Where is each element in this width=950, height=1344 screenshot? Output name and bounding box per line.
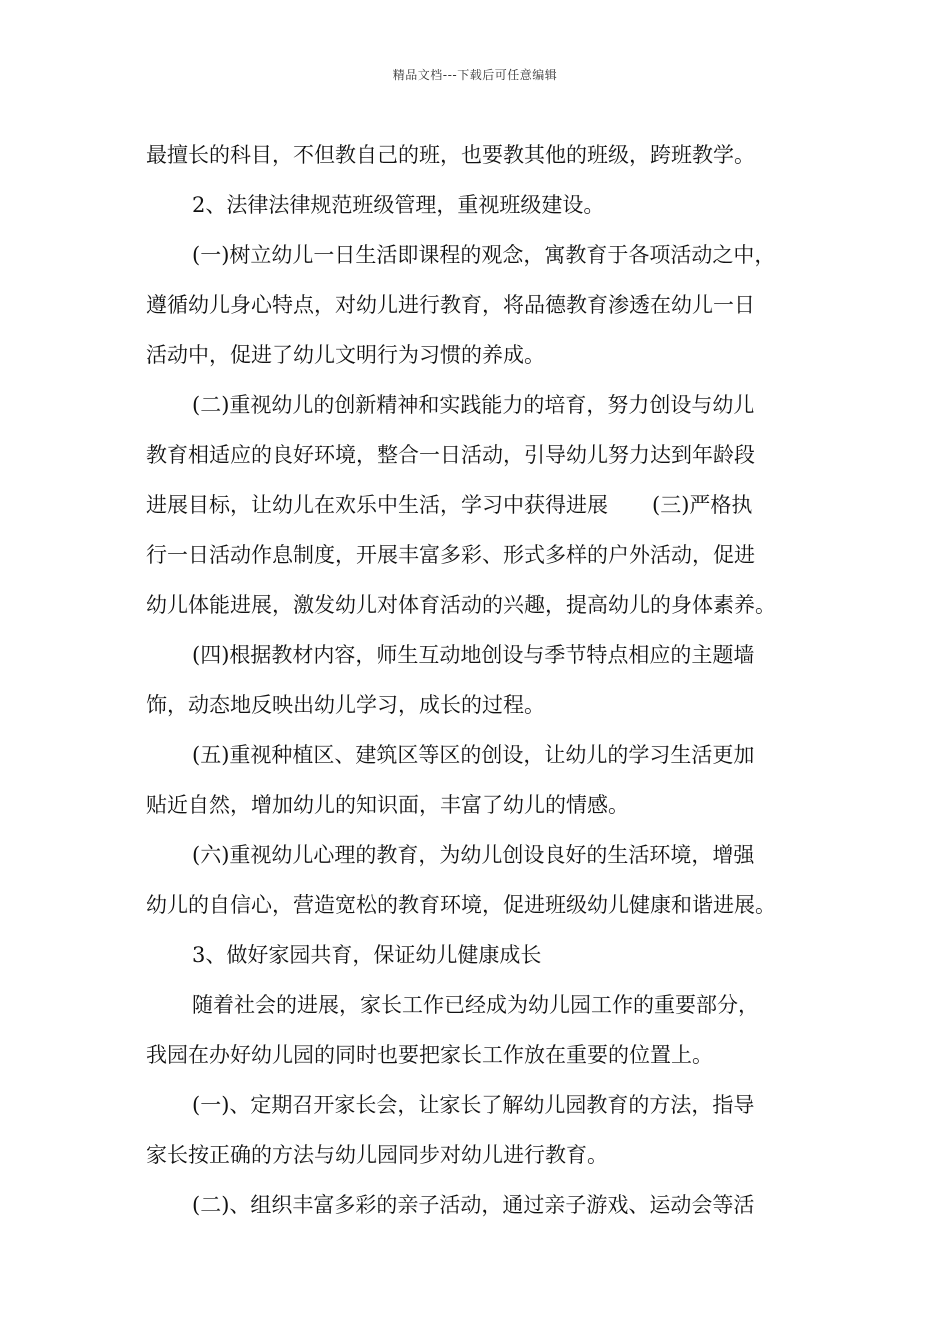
text-line: 家长按正确的方法与幼儿园同步对幼儿进行教育。 — [146, 1143, 608, 1167]
text-line: (二)、组织丰富多彩的亲子活动，通过亲子游戏、运动会等活 — [192, 1193, 755, 1217]
text-line: 贴近自然，增加幼儿的知识面，丰富了幼儿的情感。 — [146, 793, 629, 817]
text-line: 教育相适应的良好环境，整合一日活动，引导幼儿努力达到年龄段 — [146, 443, 755, 467]
text-line: 饰，动态地反映出幼儿学习，成长的过程。 — [146, 693, 545, 717]
text-line: 2、法律法律规范班级管理，重视班级建设。 — [192, 193, 605, 217]
body-text — [146, 130, 816, 1230]
text-line: 遵循幼儿身心特点，对幼儿进行教育，将品德教育渗透在幼儿一日 — [146, 293, 755, 317]
text-line: 活动中，促进了幼儿文明行为习惯的养成。 — [146, 343, 545, 367]
text-line: 随着社会的进展，家长工作已经成为幼儿园工作的重要部分， — [192, 993, 759, 1017]
text-line: (六)重视幼儿心理的教育，为幼儿创设良好的生活环境，增强 — [192, 843, 755, 867]
text-segment: 进展目标，让幼儿在欢乐中生活，学习中获得进展 — [146, 493, 608, 517]
text-line: (五)重视种植区、建筑区等区的创设，让幼儿的学习生活更加 — [192, 743, 755, 767]
text-line-split — [146, 480, 816, 530]
text-line: 幼儿体能进展，激发幼儿对体育活动的兴趣，提高幼儿的身体素养。 — [146, 593, 776, 617]
text-line: 3、做好家园共育，保证幼儿健康成长 — [192, 943, 542, 967]
text-line: 最擅长的科目，不但教自己的班，也要教其他的班级，跨班教学。 — [146, 143, 755, 167]
text-line: (四)根据教材内容，师生互动地创设与季节特点相应的主题墙 — [192, 643, 755, 667]
page-header: 精品文档---下载后可任意编辑 — [392, 68, 558, 82]
text-segment: (三)严格执 — [652, 493, 753, 517]
text-line: (一)树立幼儿一日生活即课程的观念，寓教育于各项活动之中， — [192, 243, 776, 267]
text-line: (一)、定期召开家长会，让家长了解幼儿园教育的方法，指导 — [192, 1093, 755, 1117]
text-line: 我园在办好幼儿园的同时也要把家长工作放在重要的位置上。 — [146, 1043, 713, 1067]
text-line: 幼儿的自信心，营造宽松的教育环境，促进班级幼儿健康和谐进展。 — [146, 893, 776, 917]
text-line: 行一日活动作息制度，开展丰富多彩、形式多样的户外活动，促进 — [146, 543, 755, 567]
text-line: (二)重视幼儿的创新精神和实践能力的培育，努力创设与幼儿 — [192, 393, 755, 417]
